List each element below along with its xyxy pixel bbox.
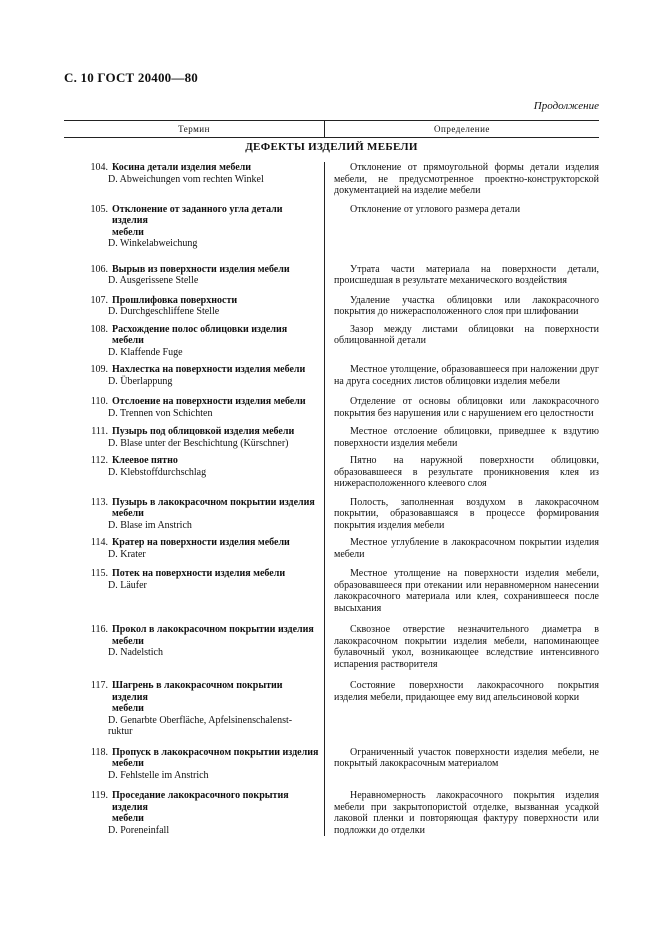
- term-number-spacer: [82, 636, 112, 648]
- term-russian: Косина детали изделия мебели: [112, 162, 252, 173]
- definition-cell: Отделение от основы облицовки или лакокрасочного покрытия без нарушения или с нарушением его целостности: [334, 396, 599, 419]
- term-russian: Пропуск в лакокрасочном покрытии изделия: [112, 746, 319, 758]
- term-number: 105.: [90, 203, 108, 215]
- definition-cell: Утрата части материала на поверхности детали, происшедшая в результате механического воздействия: [334, 263, 599, 286]
- term-ru-line: [82, 636, 320, 648]
- term-german: D. Genarbte Oberfläche, Apfelsinenschalenst-: [108, 714, 293, 726]
- term-number: 110.: [90, 396, 108, 407]
- term-number: 113.: [90, 496, 108, 508]
- term-german: D. Fehlstelle im Anstrich: [108, 769, 209, 781]
- term-russian: мебели: [112, 508, 144, 519]
- term-russian: Проседание лакокрасочного покрытия изделия: [112, 790, 289, 813]
- table-row: [64, 624, 599, 670]
- term-number-spacer: [82, 227, 112, 239]
- table-row: [64, 264, 599, 287]
- term-russian: мебели: [112, 703, 144, 714]
- table-row: [64, 426, 599, 449]
- term-cell: [64, 162, 324, 197]
- term-german: D. Abweichungen vom rechten Winkel: [108, 173, 264, 185]
- term-russian: Прокол в лакокрасочном покрытии изделия: [112, 624, 314, 635]
- term-cell: [64, 295, 324, 318]
- term-ru-line: [82, 162, 320, 174]
- column-header-term: Термин: [64, 121, 325, 137]
- term-german: D. Überlappung: [108, 375, 173, 387]
- table-row: [64, 364, 599, 387]
- definition-cell: Отклонение от углового размера детали: [350, 203, 521, 215]
- term-number: 119.: [90, 790, 108, 801]
- definition-cell: Отклонение от прямоугольной формы детали изделия мебели, не предусмотренное проектно-конструкторской документацией на изделие мебели: [334, 162, 599, 196]
- term-cell: [64, 747, 324, 782]
- term-ru-line: [82, 426, 320, 438]
- term-russian: мебели: [112, 813, 144, 824]
- term-russian: Пузырь под облицовкой изделия мебели: [112, 426, 295, 437]
- term-number: 104.: [90, 162, 108, 173]
- term-cell: [64, 790, 324, 836]
- term-german: D. Durchgeschliffene Stelle: [108, 306, 220, 317]
- term-number: 118.: [90, 746, 108, 758]
- definition-cell: Местное утолщение на поверхности изделия мебели, образовавшееся при отекании или неравномерном нанесении лакокрасочного материала или клея, сохранившееся после высыхания: [334, 568, 599, 614]
- definition-cell: Зазор между листами облицовки на поверхности облицованной детали: [334, 323, 599, 346]
- term-number: 112.: [90, 455, 108, 466]
- term-number: 111.: [91, 426, 108, 437]
- term-ru-line: [82, 624, 320, 636]
- term-german: D. Läufer: [108, 579, 147, 591]
- term-number-spacer: [82, 508, 112, 520]
- term-russian: Кратер на поверхности изделия мебели: [112, 537, 290, 548]
- term-ru-line: [82, 364, 320, 376]
- term-number: 106.: [90, 263, 108, 275]
- definition-cell: Удаление участка облицовки или лакокрасочного покрытия до нижерасположенного слоя при шлифовании: [334, 294, 599, 317]
- table-row: [64, 396, 599, 419]
- term-ru-line: [82, 497, 320, 509]
- term-cell: [64, 497, 324, 532]
- term-german: D. Winkelabweichung: [108, 238, 198, 249]
- term-ru-line: [82, 758, 320, 770]
- term-german: D. Klebstoffdurchschlag: [108, 466, 207, 478]
- table-row: [64, 162, 599, 197]
- term-german: D. Klaffende Fuge: [108, 346, 183, 358]
- term-cell: [64, 537, 324, 560]
- term-russian: Вырыв из поверхности изделия мебели: [112, 263, 290, 275]
- term-cell: [64, 426, 324, 449]
- term-ru-line: [82, 295, 320, 307]
- term-german: D. Nadelstich: [108, 647, 163, 658]
- terms-table: [64, 120, 599, 836]
- term-russian: Шагрень в лакокрасочном покрытии изделия: [112, 680, 283, 703]
- term-german: D. Blase unter der Beschichtung (Kürschner): [108, 437, 289, 449]
- term-russian: Потек на поверхности изделия мебели: [112, 568, 286, 579]
- continuation-label: Продолжение: [533, 100, 599, 112]
- term-ru-line: [82, 455, 320, 467]
- term-number-spacer: [82, 758, 112, 770]
- term-number-spacer: [82, 813, 112, 825]
- term-number: 115.: [90, 568, 108, 579]
- term-russian: Нахлестка на поверхности изделия мебели: [112, 364, 306, 375]
- term-cell: [64, 568, 324, 614]
- term-russian: Отслоение на поверхности изделия мебели: [112, 396, 306, 407]
- term-russian: Прошлифовка поверхности: [112, 294, 238, 306]
- term-number: 117.: [90, 680, 108, 691]
- table-row: [64, 295, 599, 318]
- table-row: [64, 204, 599, 250]
- table-body: [64, 162, 599, 836]
- term-ru-line: [82, 537, 320, 549]
- term-cell: [64, 396, 324, 419]
- term-number-spacer: [82, 703, 112, 715]
- term-number: 107.: [90, 294, 108, 306]
- definition-cell: Ограниченный участок поверхности изделия мебели, не покрытый лакокрасочным материалом: [334, 746, 599, 769]
- term-cell: [64, 324, 324, 359]
- definition-cell: Неравномерность лакокрасочного покрытия изделия мебели при закрытопористой отделке, вызванная усадкой лаковой пленки и повторяющая фактуру поверхности или подложки до отделки: [334, 790, 599, 836]
- column-divider: [324, 162, 325, 836]
- term-ru-line: [82, 396, 320, 408]
- term-ru-line: [82, 703, 320, 715]
- term-cell: [64, 624, 324, 670]
- term-cell: [64, 204, 324, 250]
- term-number: 116.: [90, 624, 108, 635]
- term-ru-line: [82, 747, 320, 759]
- term-ru-line: [82, 813, 320, 825]
- definition-cell: Сквозное отверстие незначительного диаметра в лакокрасочном покрытии изделия мебели, напоминающее булавочный укол, возникающее вследствие интенсивного испарения растворителя: [334, 624, 599, 670]
- definition-cell: Местное углубление в лакокрасочном покрытии изделия мебели: [334, 537, 599, 560]
- table-row: [64, 324, 599, 359]
- term-number: 109.: [90, 364, 108, 375]
- definition-cell: Местное утолщение, образовавшееся при наложении друг на друга соседних листов облицовки изделия мебели: [334, 364, 599, 387]
- term-ru-line: [82, 680, 320, 703]
- term-german: ruktur: [108, 726, 133, 737]
- table-row: [64, 747, 599, 782]
- definition-cell: Полость, заполненная воздухом в лакокрасочном покрытии, образовавшаяся в процессе формирования покрытия изделия мебели: [334, 496, 599, 531]
- term-ru-line: [82, 790, 320, 813]
- page-header: С. 10 ГОСТ 20400—80: [64, 70, 198, 85]
- definition-cell: Состояние поверхности лакокрасочного покрытия изделия мебели, придающее ему вид апельсиновой корки: [334, 680, 599, 703]
- definition-cell: Местное отслоение облицовки, приведшее к вздутию поверхности изделия мебели: [334, 426, 599, 449]
- table-row: [64, 790, 599, 836]
- term-russian: мебели: [112, 635, 144, 647]
- table-row: [64, 680, 599, 738]
- definition-cell: Пятно на наружной поверхности облицовки, образовавшееся в результате проникновения клея из нижерасположенного клеевого слоя: [334, 455, 599, 489]
- term-german: D. Krater: [108, 548, 146, 560]
- term-ru-line: [82, 264, 320, 276]
- table-row: [64, 568, 599, 614]
- column-header-definition: Определение: [434, 124, 490, 134]
- term-cell: [64, 364, 324, 387]
- term-german: D. Trennen von Schichten: [108, 407, 213, 419]
- term-russian: Пузырь в лакокрасочном покрытии изделия: [112, 496, 315, 508]
- term-german: D. Poreneinfall: [108, 824, 170, 836]
- term-ru-line: [82, 227, 320, 239]
- term-number: 108.: [90, 323, 108, 335]
- term-russian: Клеевое пятно: [112, 455, 178, 466]
- table-row: [64, 455, 599, 490]
- term-cell: [64, 680, 324, 738]
- term-russian: Отклонение от заданного угла детали изделия: [112, 203, 283, 226]
- term-cell: [64, 455, 324, 490]
- term-ru-line: [82, 324, 320, 347]
- term-ru-line: [82, 508, 320, 520]
- term-ru-line: [82, 204, 320, 227]
- term-russian: мебели: [112, 226, 144, 238]
- term-german: D. Ausgerissene Stelle: [108, 275, 199, 286]
- term-ru-line: [82, 568, 320, 580]
- table-row: [64, 537, 599, 560]
- section-title: ДЕФЕКТЫ ИЗДЕЛИЙ МЕБЕЛИ: [245, 141, 418, 153]
- term-russian: мебели: [112, 758, 144, 769]
- term-german: D. Blase im Anstrich: [108, 519, 192, 531]
- term-number: 114.: [90, 537, 108, 548]
- term-cell: [64, 264, 324, 287]
- table-row: [64, 497, 599, 532]
- term-russian: Расхождение полос облицовки изделия мебели: [112, 323, 288, 346]
- table-header: [64, 120, 599, 138]
